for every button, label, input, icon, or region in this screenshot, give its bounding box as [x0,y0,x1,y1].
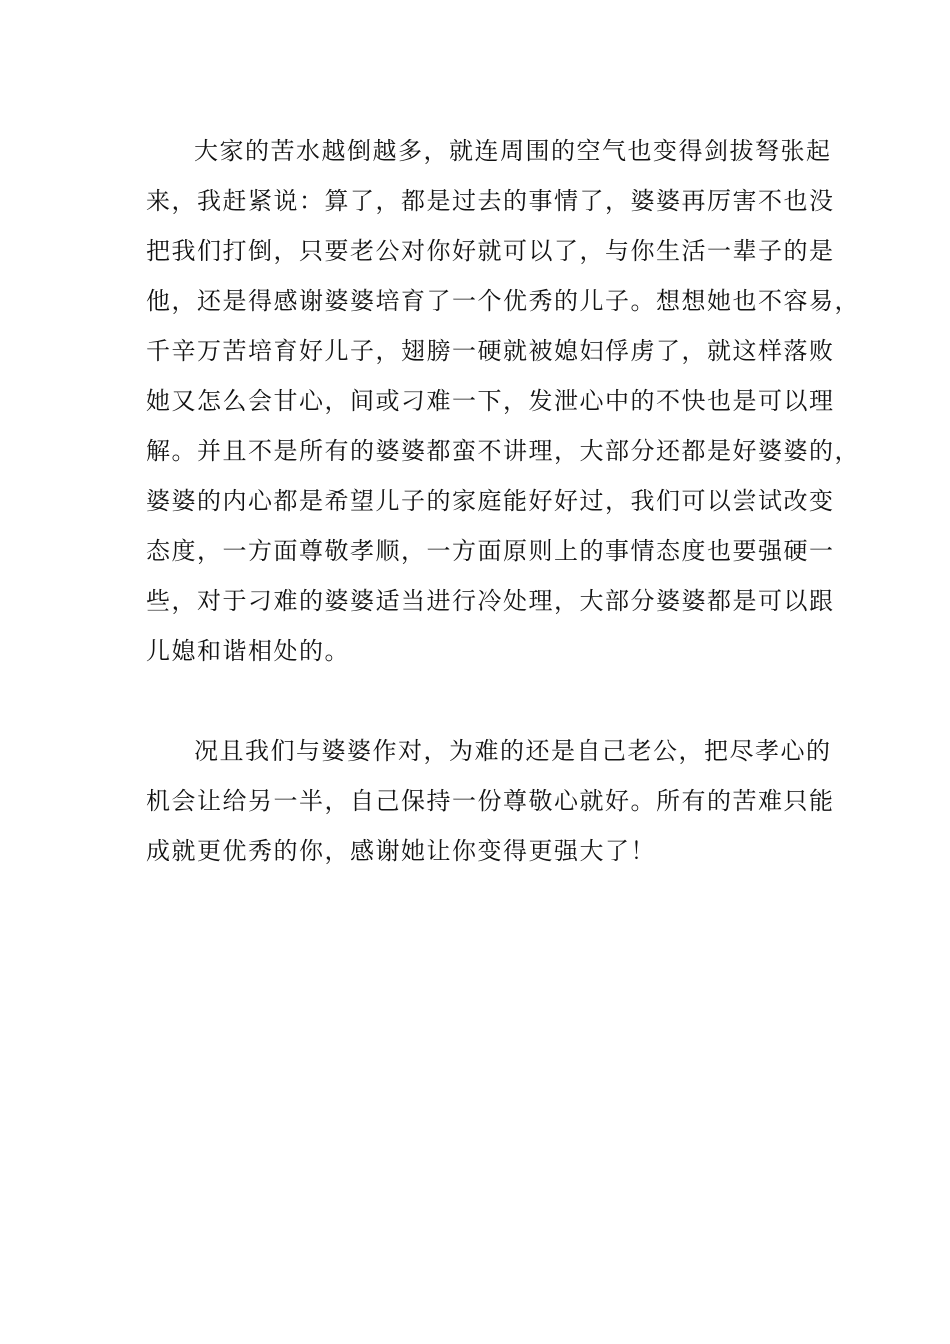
paragraph-line: 成就更优秀的你，感谢她让你变得更强大了！ [146,837,656,865]
paragraph-line: 些，对于刁难的婆婆适当进行冷处理，大部分婆婆都是可以跟 [146,587,835,615]
paragraph-line: 解。并且不是所有的婆婆都蛮不讲理，大部分还都是好婆婆的， [146,437,860,465]
paragraph-line: 他，还是得感谢婆婆培育了一个优秀的儿子。想想她也不容易， [146,287,860,315]
paragraph-line: 机会让给另一半，自己保持一份尊敬心就好。所有的苦难只能 [146,787,835,815]
paragraph-2 [146,726,835,876]
paragraph-1 [146,126,860,676]
paragraph-line: 她又怎么会甘心，间或刁难一下，发泄心中的不快也是可以理 [146,387,835,415]
paragraph-line: 况且我们与婆婆作对，为难的还是自己老公，把尽孝心的 [194,737,832,765]
paragraph-line: 婆婆的内心都是希望儿子的家庭能好好过，我们可以尝试改变 [146,487,835,515]
paragraph-line: 儿媳和谐相处的。 [146,637,350,665]
paragraph-line: 态度，一方面尊敬孝顺，一方面原则上的事情态度也要强硬一 [146,537,835,565]
paragraph-line: 千辛万苦培育好儿子，翅膀一硬就被媳妇俘虏了，就这样落败 [146,337,835,365]
paragraph-line: 来，我赶紧说：算了，都是过去的事情了，婆婆再厉害不也没 [146,187,835,215]
paragraph-line: 大家的苦水越倒越多，就连周围的空气也变得剑拔弩张起 [194,137,832,165]
body-text [146,126,860,876]
paragraph-line: 把我们打倒，只要老公对你好就可以了，与你生活一辈子的是 [146,237,835,265]
